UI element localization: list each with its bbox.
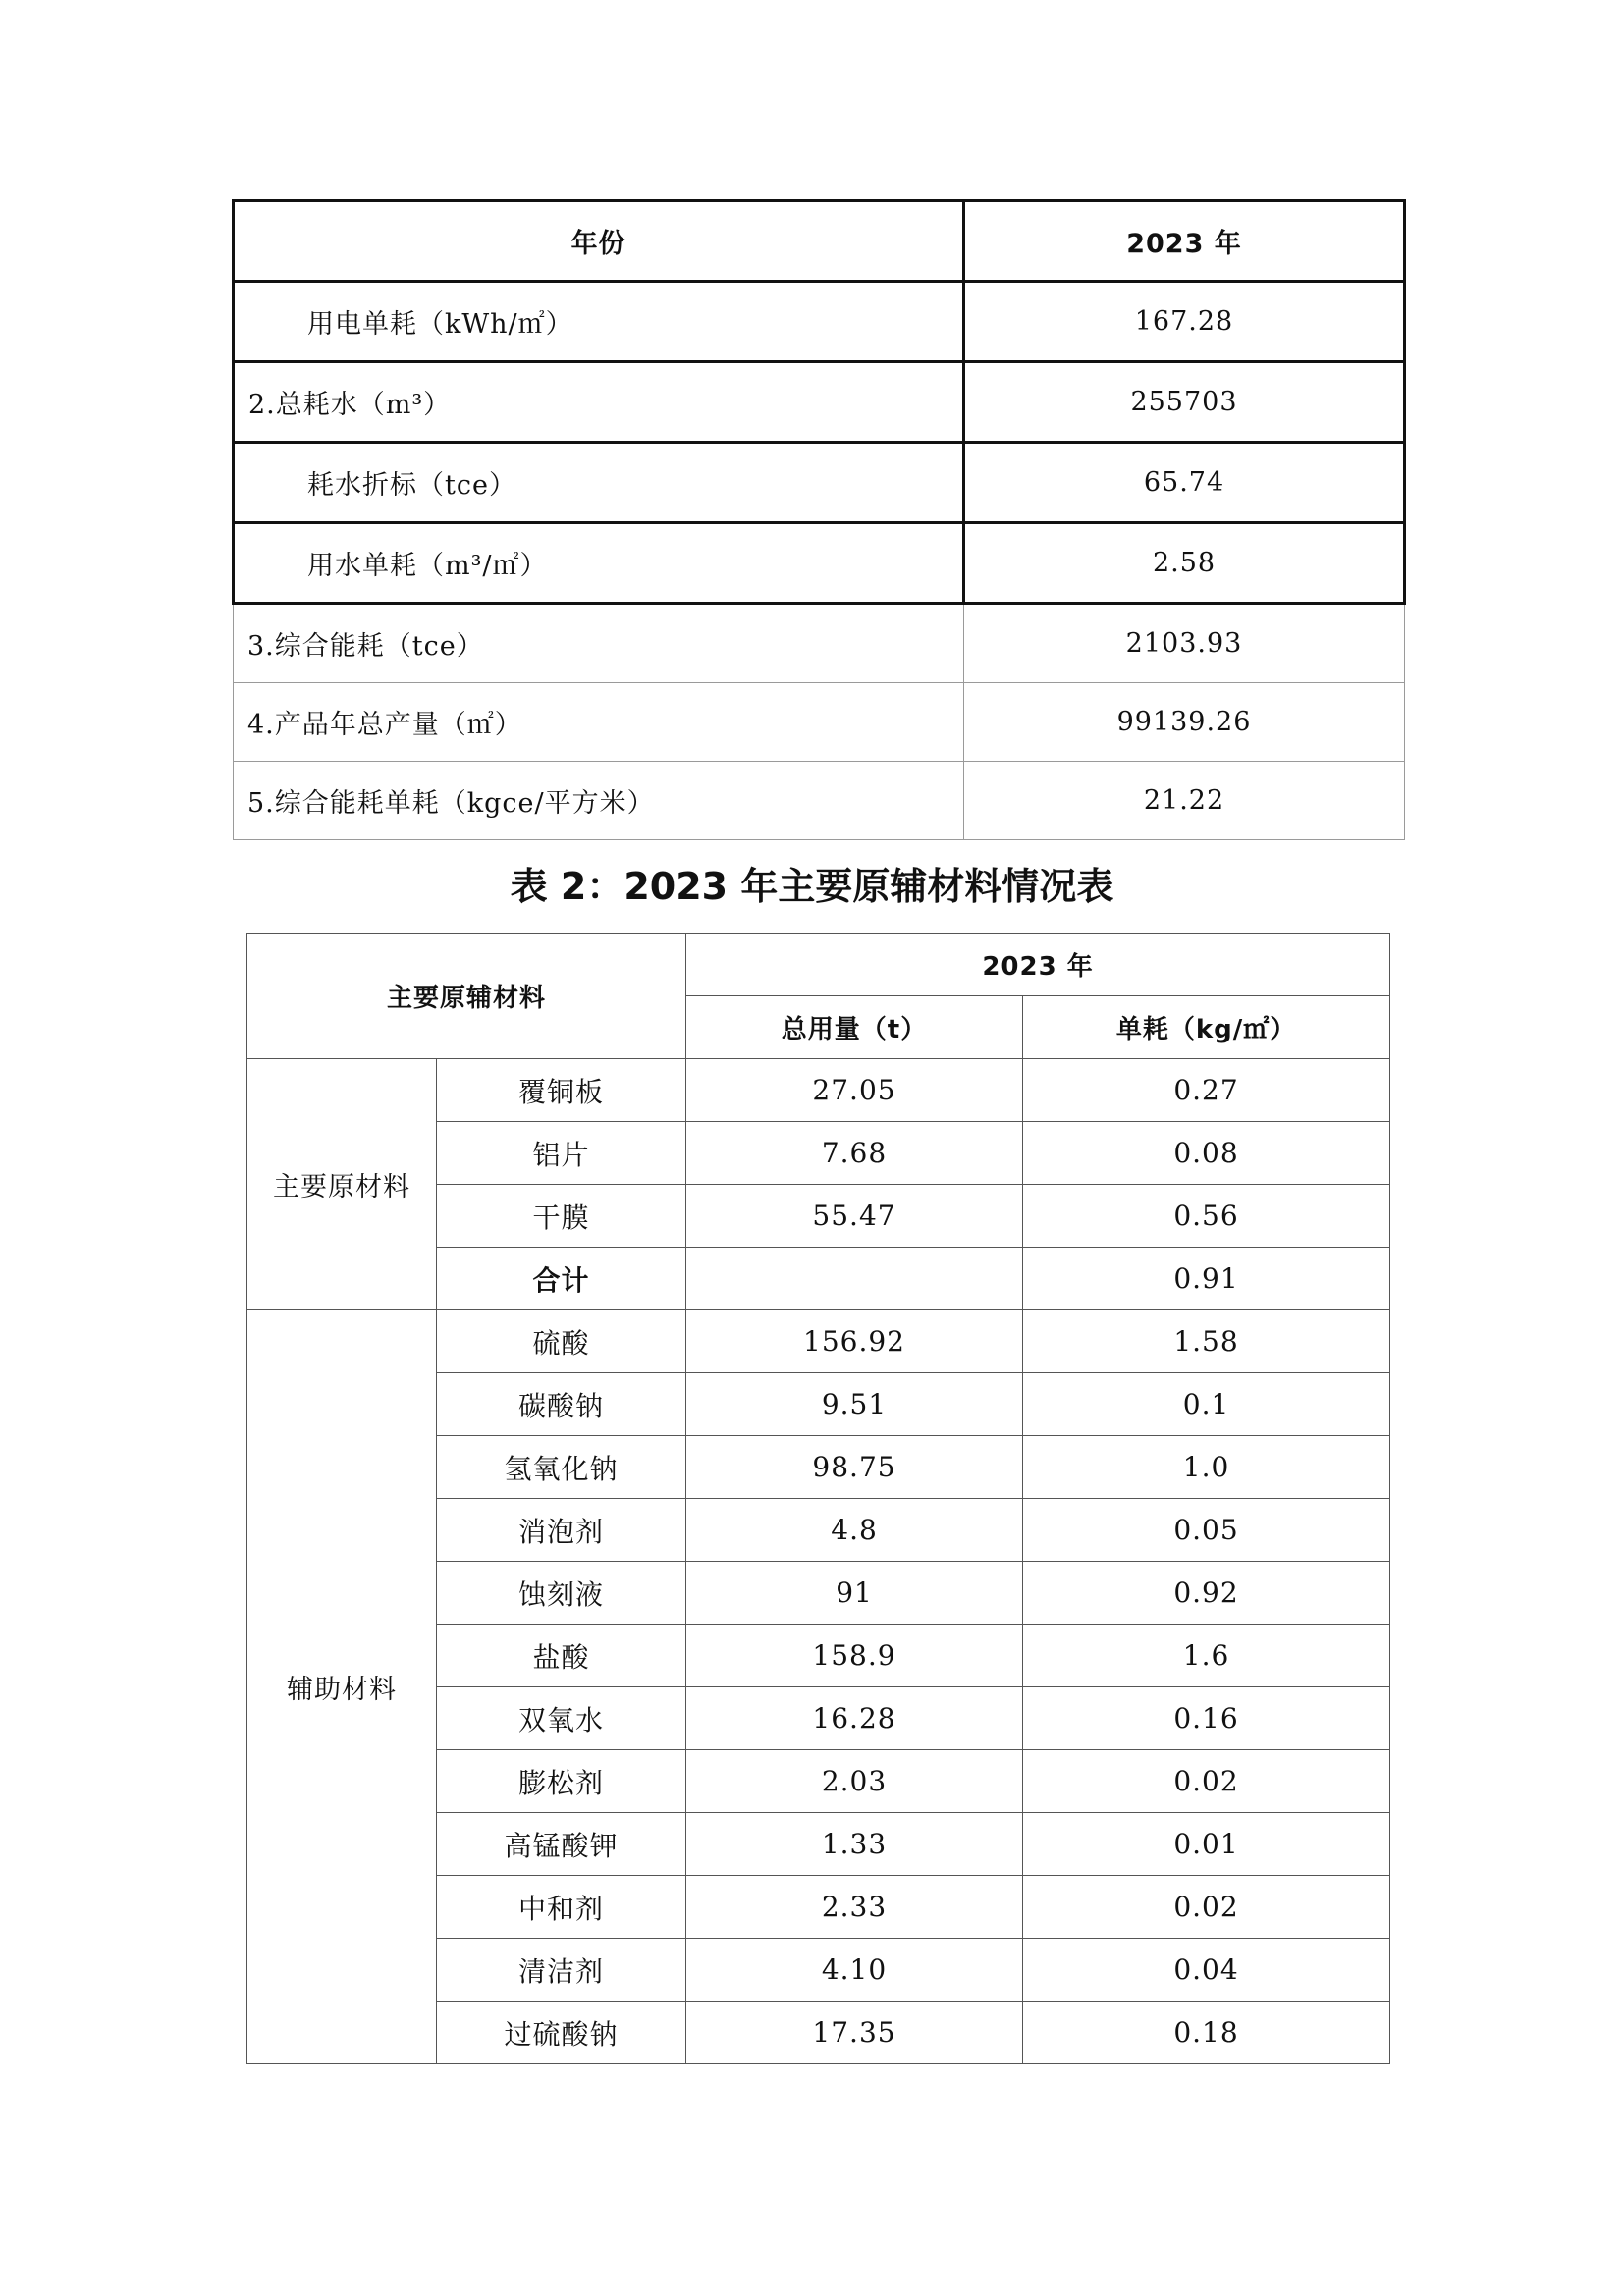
row-label-electricity-unit: 用电单耗（kWh/㎡） bbox=[234, 282, 964, 362]
material-unit: 0.02 bbox=[1023, 1750, 1390, 1813]
table-row bbox=[234, 282, 1405, 362]
material-total: 1.33 bbox=[686, 1813, 1023, 1876]
row-value-energy-unit: 21.22 bbox=[964, 762, 1405, 840]
material-unit: 0.08 bbox=[1023, 1122, 1390, 1185]
material-unit: 0.92 bbox=[1023, 1562, 1390, 1625]
material-total: 27.05 bbox=[686, 1059, 1023, 1122]
table-header-row bbox=[247, 934, 1390, 996]
material-name: 盐酸 bbox=[437, 1625, 686, 1687]
material-unit: 0.18 bbox=[1023, 2002, 1390, 2064]
material-name: 清洁剂 bbox=[437, 1939, 686, 2002]
subtotal-total bbox=[686, 1248, 1023, 1310]
header-cell-unit: 单耗（kg/㎡） bbox=[1023, 996, 1390, 1059]
row-label-water-unit: 用水单耗（m³/㎡） bbox=[234, 523, 964, 604]
material-unit: 0.02 bbox=[1023, 1876, 1390, 1939]
material-total: 2.03 bbox=[686, 1750, 1023, 1813]
material-unit: 1.0 bbox=[1023, 1436, 1390, 1499]
material-name: 过硫酸钠 bbox=[437, 2002, 686, 2064]
material-name: 蚀刻液 bbox=[437, 1562, 686, 1625]
material-name: 碳酸钠 bbox=[437, 1373, 686, 1436]
material-name: 双氧水 bbox=[437, 1687, 686, 1750]
material-unit: 1.58 bbox=[1023, 1310, 1390, 1373]
row-value-total-water: 255703 bbox=[964, 362, 1405, 443]
material-name: 覆铜板 bbox=[437, 1059, 686, 1122]
material-total: 7.68 bbox=[686, 1122, 1023, 1185]
table-row bbox=[234, 362, 1405, 443]
subtotal-label: 合计 bbox=[437, 1248, 686, 1310]
row-label-total-water: 2.总耗水（m³） bbox=[234, 362, 964, 443]
table-header-row bbox=[234, 201, 1405, 282]
material-total: 17.35 bbox=[686, 2002, 1023, 2064]
material-unit: 0.16 bbox=[1023, 1687, 1390, 1750]
material-name: 膨松剂 bbox=[437, 1750, 686, 1813]
energy-table bbox=[232, 199, 1406, 840]
material-name: 消泡剂 bbox=[437, 1499, 686, 1562]
table-row bbox=[234, 604, 1405, 683]
material-total: 16.28 bbox=[686, 1687, 1023, 1750]
table-row bbox=[247, 1310, 1390, 1373]
row-label-water-tce: 耗水折标（tce） bbox=[234, 443, 964, 523]
table-row bbox=[234, 683, 1405, 762]
material-name: 氢氧化钠 bbox=[437, 1436, 686, 1499]
row-value-electricity-unit: 167.28 bbox=[964, 282, 1405, 362]
material-unit: 0.1 bbox=[1023, 1373, 1390, 1436]
materials-table bbox=[246, 933, 1390, 2064]
material-unit: 0.04 bbox=[1023, 1939, 1390, 2002]
material-total: 158.9 bbox=[686, 1625, 1023, 1687]
row-value-annual-output: 99139.26 bbox=[964, 683, 1405, 762]
row-label-energy-unit: 5.综合能耗单耗（kgce/平方米） bbox=[234, 762, 964, 840]
material-unit: 0.56 bbox=[1023, 1185, 1390, 1248]
header-cell-year-label: 年份 bbox=[234, 201, 964, 282]
table-row bbox=[234, 523, 1405, 604]
material-name: 中和剂 bbox=[437, 1876, 686, 1939]
material-unit: 0.05 bbox=[1023, 1499, 1390, 1562]
row-value-water-unit: 2.58 bbox=[964, 523, 1405, 604]
group-label-main: 主要原材料 bbox=[247, 1059, 437, 1310]
header-cell-year: 2023 年 bbox=[964, 201, 1405, 282]
table-row bbox=[234, 762, 1405, 840]
material-total: 55.47 bbox=[686, 1185, 1023, 1248]
material-name: 硫酸 bbox=[437, 1310, 686, 1373]
header-cell-total: 总用量（t） bbox=[686, 996, 1023, 1059]
table-row bbox=[247, 1059, 1390, 1122]
row-value-total-energy: 2103.93 bbox=[964, 604, 1405, 683]
material-total: 98.75 bbox=[686, 1436, 1023, 1499]
material-total: 4.8 bbox=[686, 1499, 1023, 1562]
group-label-aux: 辅助材料 bbox=[247, 1310, 437, 2064]
material-total: 91 bbox=[686, 1562, 1023, 1625]
material-name: 干膜 bbox=[437, 1185, 686, 1248]
material-name: 铝片 bbox=[437, 1122, 686, 1185]
row-value-water-tce: 65.74 bbox=[964, 443, 1405, 523]
material-total: 2.33 bbox=[686, 1876, 1023, 1939]
subtotal-unit: 0.91 bbox=[1023, 1248, 1390, 1310]
material-unit: 1.6 bbox=[1023, 1625, 1390, 1687]
material-unit: 0.27 bbox=[1023, 1059, 1390, 1122]
material-name: 高锰酸钾 bbox=[437, 1813, 686, 1876]
header-cell-materials: 主要原辅材料 bbox=[247, 934, 686, 1059]
row-label-annual-output: 4.产品年总产量（㎡） bbox=[234, 683, 964, 762]
header-cell-year: 2023 年 bbox=[686, 934, 1390, 996]
row-label-total-energy: 3.综合能耗（tce） bbox=[234, 604, 964, 683]
table-title: 表 2：2023 年主要原辅材料情况表 bbox=[510, 865, 1114, 908]
material-total: 4.10 bbox=[686, 1939, 1023, 2002]
material-total: 9.51 bbox=[686, 1373, 1023, 1436]
material-total: 156.92 bbox=[686, 1310, 1023, 1373]
material-unit: 0.01 bbox=[1023, 1813, 1390, 1876]
table-row bbox=[234, 443, 1405, 523]
